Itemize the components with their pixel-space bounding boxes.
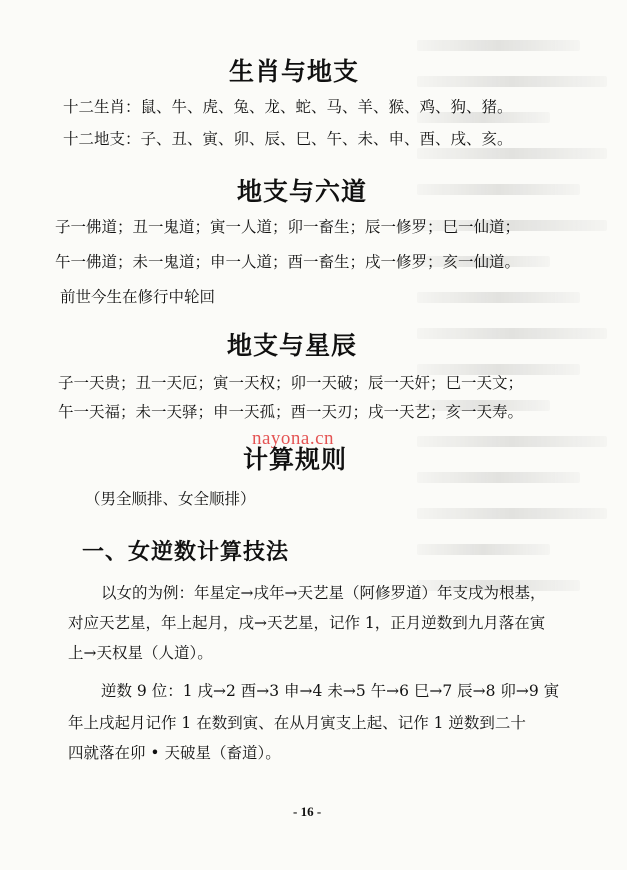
female-paragraph-2-line-3: 四就落在卯 • 天破星（畜道）。 — [68, 744, 281, 762]
page-number: - 16 - — [293, 804, 322, 819]
female-paragraph-1-line-1: 以女的为例：年星定→戌年→天艺星（阿修罗道）年支戌为根基， — [101, 584, 546, 602]
heading-branches-stars: 地支与星辰 — [227, 331, 358, 360]
six-paths-line-3: 前世今生在修行中轮回 — [60, 288, 216, 306]
heading-zodiac-branches: 生肖与地支 — [229, 57, 360, 86]
six-paths-line-1: 子一佛道；丑一鬼道；寅一人道；卯一畜生；辰一修罗；巳一仙道； — [55, 218, 521, 236]
female-paragraph-2-line-1: 逆数 9 位：1 戌→2 酉→3 申→4 未→5 午→6 巳→7 辰→8 卯→9 寅 — [101, 682, 560, 700]
heading-female-reverse: 一、女逆数计算技法 — [82, 540, 290, 565]
six-paths-line-2: 午一佛道；未一鬼道；申一人道；酉一畜生；戌一修罗；亥一仙道。 — [55, 253, 521, 271]
branches-line: 十二地支：子、丑、寅、卯、辰、巳、午、未、申、酉、戌、亥。 — [63, 130, 513, 148]
heading-calculation-rules: 计算规则 — [243, 445, 348, 474]
female-paragraph-1-line-2: 对应天艺星，年上起月，戌→天艺星，记作 1，正月逆数到九月落在寅 — [68, 614, 546, 632]
female-paragraph-2-line-2: 年上戌起月记作 1 在数到寅、在从月寅支上起、记作 1 逆数到二十 — [68, 714, 526, 732]
stars-line-1: 子一天贵；丑一天厄；寅一天权；卯一天破；辰一天奸；巳一天文； — [58, 374, 524, 392]
watermark-text: nayona.cn — [252, 428, 335, 449]
stars-line-2: 午一天福；未一天驿；申一天孤；酉一天刃；戌一天艺；亥一天寿。 — [58, 403, 524, 421]
rules-note: （男全顺排、女全顺排） — [85, 490, 256, 508]
zodiac-line: 十二生肖：鼠、牛、虎、兔、龙、蛇、马、羊、猴、鸡、狗、猪。 — [63, 98, 513, 116]
heading-branches-six-paths: 地支与六道 — [237, 177, 368, 206]
background-bleed-through — [417, 40, 607, 600]
female-paragraph-1-line-3: 上→天权星（人道）。 — [68, 644, 213, 662]
